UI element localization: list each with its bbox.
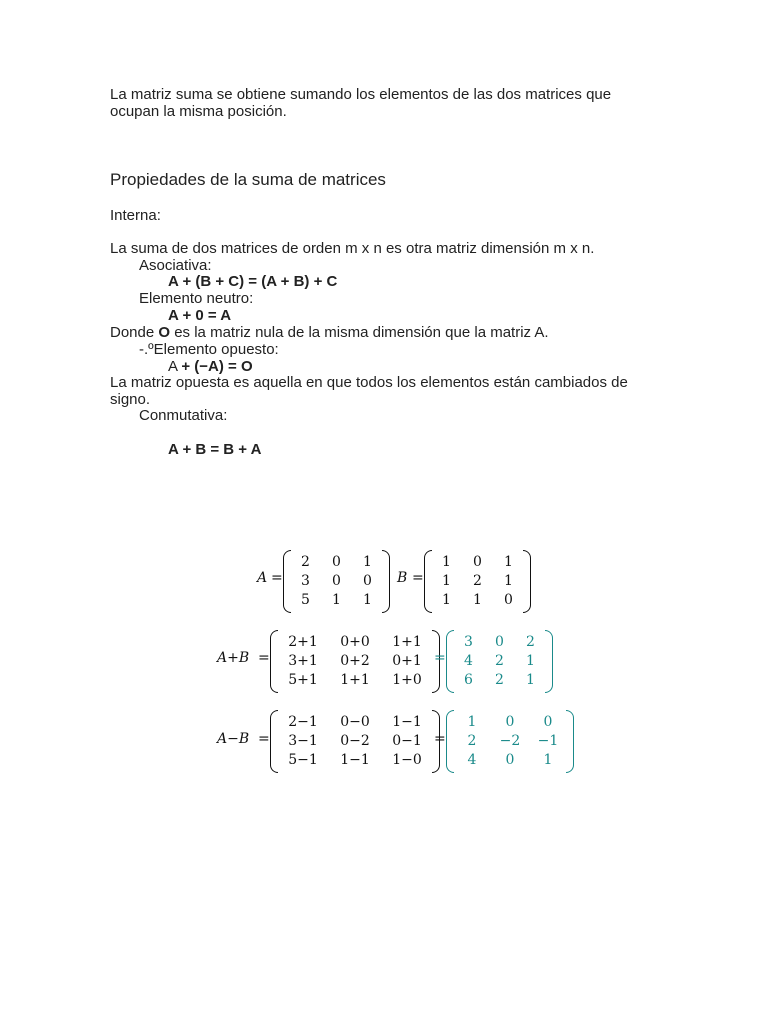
asociativa-label: Asociativa: — [139, 257, 212, 274]
donde-suffix: es la matriz nula de la misma dimensión que la matriz A. — [174, 324, 549, 341]
matrix-cell: 3+1 — [288, 653, 318, 669]
matrix-cell: 1 — [473, 592, 482, 608]
matrix-cell: 2 — [467, 733, 477, 749]
matrix-cell: 4 — [467, 752, 477, 768]
neutro-formula: A + 0 = A — [168, 307, 232, 324]
interna-label: Interna: — [110, 207, 161, 224]
matrix-cell: 5−1 — [288, 752, 318, 768]
intro-paragraph: La matriz suma se obtiene sumando los elementos de las dos matrices que ocupan la misma posición. — [110, 86, 612, 120]
matrix-cell: 2 — [473, 573, 482, 589]
interna-text: La suma de dos matrices de orden m x n es otra matriz dimensión m x n. — [110, 240, 595, 257]
matrix-cell: 1 — [526, 672, 535, 688]
matrix-cell: 1 — [442, 592, 451, 608]
conmutativa-label: Conmutativa: — [139, 407, 228, 424]
matrix-cell: 2−1 — [288, 714, 318, 730]
equals-sign: = — [434, 731, 446, 747]
matrix-cell: 1+1 — [392, 634, 422, 650]
equals-sign: = — [434, 650, 446, 666]
asociativa-formula: A + (B + C) = (A + B) + C — [168, 273, 338, 290]
matrix-cell: 1+1 — [340, 672, 370, 688]
equals-sign: = — [258, 650, 270, 666]
matrix-cell: 1 — [442, 554, 451, 570]
matrix-cell: 1−0 — [392, 752, 422, 768]
matrix-cell: 0 — [543, 714, 553, 730]
matrix-cell: 1 — [363, 554, 372, 570]
conmutativa-formula: A + B = B + A — [168, 441, 262, 458]
sum-result-matrix — [446, 632, 553, 691]
matrix-cell: 1−1 — [392, 714, 422, 730]
matrix-a — [283, 552, 390, 611]
difference-label: A−B — [217, 731, 250, 747]
matrix-cell: 1 — [332, 592, 341, 608]
matrix-cell: −1 — [537, 733, 559, 749]
donde-o: O — [158, 324, 171, 341]
matrix-cell: 6 — [464, 672, 473, 688]
opuesto-formula-line — [168, 358, 253, 375]
matrix-cell: 0+1 — [392, 653, 422, 669]
matrix-cell: 2 — [526, 634, 535, 650]
matrix-cell: 0 — [504, 592, 513, 608]
matrix-cell: 0−0 — [340, 714, 370, 730]
sum-label: A+B — [217, 650, 250, 666]
equals-sign: = — [412, 570, 424, 586]
opuesto-label: -.ºElemento opuesto: — [139, 341, 279, 358]
matrix-cell: 3 — [301, 573, 310, 589]
matrix-cell: 0−1 — [392, 733, 422, 749]
difference-result-matrix — [446, 712, 574, 771]
matrix-cell: 1 — [504, 573, 513, 589]
matrix-cell: 1 — [504, 554, 513, 570]
right-paren — [566, 710, 574, 773]
section-heading: Propiedades de la suma de matrices — [110, 170, 386, 189]
matrix-cell: 2 — [495, 653, 504, 669]
equals-sign: = — [271, 570, 283, 586]
matrix-cell: 1 — [363, 592, 372, 608]
matrix-b — [424, 552, 531, 611]
matrix-cell: 4 — [464, 653, 473, 669]
matrix-a-label: A — [257, 570, 268, 586]
opuesto-formula: + (−A) = O — [181, 358, 253, 375]
matrix-cell: 0 — [473, 554, 482, 570]
matrix-cell: 1−1 — [340, 752, 370, 768]
matrix-cell: 1 — [467, 714, 477, 730]
matrix-cell: 2 — [301, 554, 310, 570]
matrix-cell: −2 — [499, 733, 521, 749]
matrix-cell: 0−2 — [340, 733, 370, 749]
opuesta-text: La matriz opuesta es aquella en que todos los elementos están cambiados de signo. — [110, 374, 628, 408]
matrix-b-label: B — [397, 570, 408, 586]
right-paren — [523, 550, 531, 613]
difference-expression-matrix — [270, 712, 440, 771]
right-paren — [382, 550, 390, 613]
matrix-cell: 0+0 — [340, 634, 370, 650]
matrix-cell: 0 — [505, 714, 515, 730]
opuesto-a: A — [168, 358, 178, 375]
matrix-cell: 0 — [332, 573, 341, 589]
matrix-cell: 2 — [495, 672, 504, 688]
equals-sign: = — [258, 731, 270, 747]
donde-prefix: Donde — [110, 324, 155, 341]
matrix-cell: 1+0 — [392, 672, 422, 688]
right-paren — [545, 630, 553, 693]
neutro-label: Elemento neutro: — [139, 290, 254, 307]
matrix-cell: 0 — [363, 573, 372, 589]
matrix-cell: 0 — [505, 752, 515, 768]
matrix-cell: 1 — [543, 752, 553, 768]
sum-expression-matrix — [270, 632, 440, 691]
matrix-cell: 0 — [332, 554, 341, 570]
matrix-cell: 5 — [301, 592, 310, 608]
matrix-cell: 5+1 — [288, 672, 318, 688]
matrix-cell: 0 — [495, 634, 504, 650]
matrix-cell: 1 — [526, 653, 535, 669]
matrix-cell: 3 — [464, 634, 473, 650]
matrix-cell: 1 — [442, 573, 451, 589]
donde-line — [110, 324, 549, 341]
matrix-cell: 2+1 — [288, 634, 318, 650]
matrix-cell: 0+2 — [340, 653, 370, 669]
matrix-cell: 3−1 — [288, 733, 318, 749]
